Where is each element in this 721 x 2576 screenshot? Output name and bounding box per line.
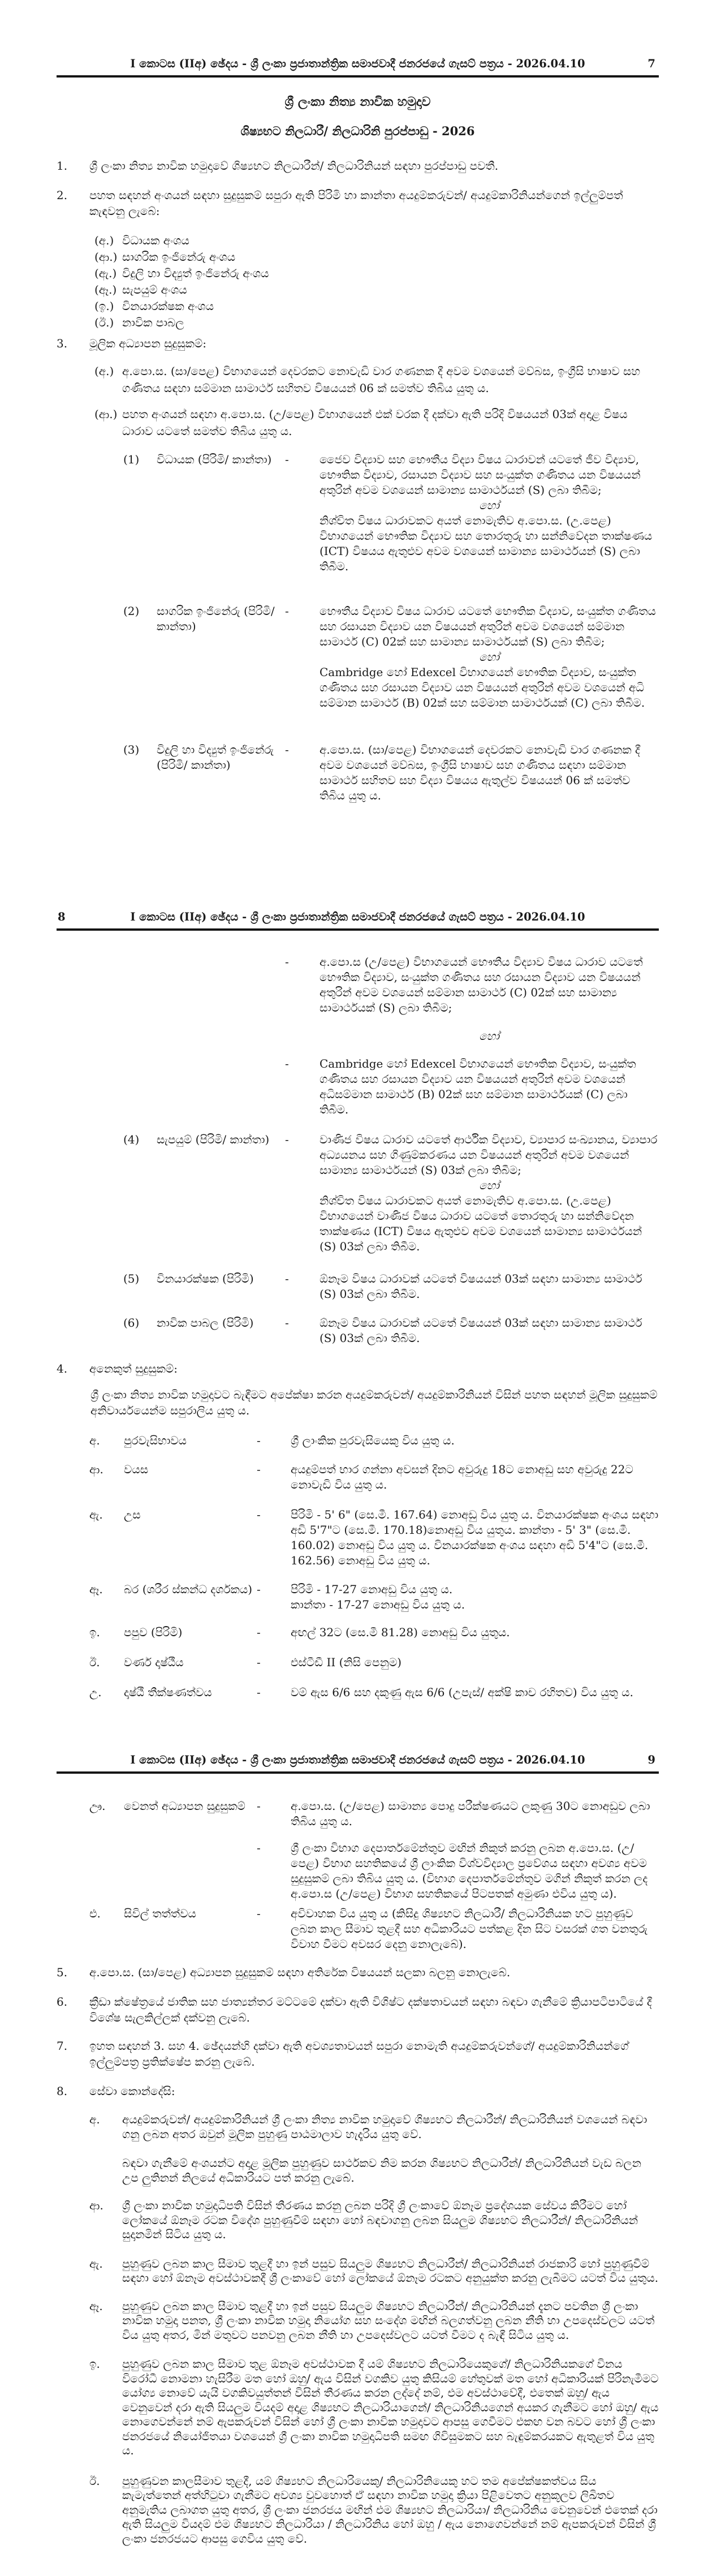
dash-separator: - bbox=[257, 1799, 261, 1813]
requirement-row-chest bbox=[89, 1625, 659, 1640]
qualification-description bbox=[320, 954, 659, 1016]
or-separator: හෝ bbox=[479, 650, 499, 664]
row-number: (1) bbox=[123, 453, 140, 466]
condition-letter: ඊ. bbox=[89, 2474, 100, 2488]
qualification-description bbox=[320, 1271, 659, 1302]
item-number: 4. bbox=[57, 1362, 68, 1375]
qualification-text: Cambridge හෝ Edexcel විභාගයෙන් භෞතික විද්‍යාව, සංයුක්ත ගණිතය සහ රසායන විද්‍යාව යන විෂයයන් අතුරින් අවම වශයෙන් අධි සම්මාන සාමාර්ථ (B) 02ක් සහ සම්මාන සාමාර්ථයක් (C) ලබා තිබීම. bbox=[320, 665, 645, 709]
requirement-row-other-education bbox=[89, 1799, 659, 1829]
branch-label: (ඈ.) bbox=[94, 283, 117, 296]
requirement-value bbox=[291, 1799, 659, 1829]
condition-text bbox=[122, 2199, 659, 2242]
row-number: (2) bbox=[123, 604, 140, 618]
condition-letter: ඉ. bbox=[89, 2357, 100, 2371]
document-subtitle: ශිෂ්‍යභට නිලධාරී/ නිලධාරිනි පුරප්පාඩු - 2026 bbox=[240, 124, 475, 138]
requirement-letter: ඊ. bbox=[89, 1655, 100, 1669]
paragraph-6 bbox=[57, 1994, 659, 2025]
requirement-value bbox=[291, 1840, 659, 1902]
row-number: (4) bbox=[123, 1133, 140, 1146]
branch-name: විනයාරක්ෂක අංශය bbox=[122, 299, 214, 313]
requirement-text: පිරිමි - 5' 6" (සෙ.මී. 167.64) නොඅඩු විය යුතු ය. විනයාරක්ෂක අංශය සඳහා අඩි 5'7"ට (සෙ.මී. 170.18)නොඅඩු විය යුතුය. කාන්තා - 5' 3" (සෙ.මී. 160.02) නොඅඩු විය යුතු ය. විනයාරක්ෂක අංශය සඳහා අඩි 5'4"ට (සෙ.මී. 162.56) නොඅඩු විය යුතු ය. bbox=[291, 1508, 659, 1567]
requirement-row-colour-vision bbox=[89, 1655, 659, 1670]
requirement-value bbox=[291, 1582, 659, 1612]
requirement-text: අඟල් 32ට (සෙ.මී 81.28) නොඅඩු විය යුතුය. bbox=[291, 1625, 510, 1639]
qualification-row-3-continued bbox=[123, 954, 659, 1016]
requirement-text: අයදුම්පත් භාර ගන්නා අවසන් දිනට අවුරුදු 18ට නොඅඩු සහ අවුරුදු 22ට නොවැඩි විය යුතු ය. bbox=[291, 1463, 633, 1491]
requirement-label: උස bbox=[124, 1508, 141, 1521]
requirement-row-weight bbox=[89, 1582, 659, 1612]
sub-item-text: පහත අංශයන් සඳහා අ.පො.ස. (උ/පෙළ) විභාගයෙන් එක් වරක දී දක්වා ඇති පරිදි විෂයයන් 03ක් අදාළ විෂය ධාරාව යටතේ සමත්ව තිබිය යුතු ය. bbox=[122, 407, 628, 438]
qualification-description bbox=[320, 1056, 659, 1117]
item-number: 3. bbox=[57, 337, 68, 350]
qualification-text: වාණිජ විෂය ධාරාව යටතේ ආර්ථික විද්‍යාව, ව්‍යාපාර සංඛ්‍යානය, ව්‍යාපාර අධ්‍යයනය සහ ගිණුම්කරණය යන විෂයයන් අතුරින් අවම වශයෙන් සාමාන්‍ය සාමාර්ථයන් (S) 03ක් ලබා තිබීම; bbox=[320, 1133, 658, 1177]
dash-separator: - bbox=[285, 1133, 289, 1146]
requirement-letter: ආ. bbox=[89, 1463, 103, 1476]
branch-role: නාවික පාබල (පිරිමි) bbox=[157, 1316, 254, 1330]
condition-paragraph: බඳවා ගැනීමේ අංශයන්ට අදාළ මූලික පුහුණුව සාර්ථකව නිම කරන ශිෂ්‍යභට නිලධාරීන්/ නිලධාරිනියන් වැඩ බලන උප ලුතිනන් නිලයේ අධිකාරියට පත් කරනු ලැබේ. bbox=[122, 2156, 642, 2184]
branch-name: සැපයුම් අංශය bbox=[122, 283, 187, 296]
requirement-value bbox=[291, 1625, 659, 1640]
service-condition-item bbox=[89, 2113, 659, 2185]
qualification-description bbox=[320, 742, 659, 803]
qualification-description bbox=[320, 1132, 659, 1254]
item-number: 7. bbox=[57, 2039, 68, 2053]
requirement-label: වර්ණ දෘෂ්ඨීය bbox=[124, 1655, 184, 1669]
paragraph-5 bbox=[57, 1964, 659, 1980]
condition-letter: අ. bbox=[89, 2113, 100, 2126]
service-condition-item bbox=[89, 2199, 659, 2242]
paragraph-2 bbox=[57, 187, 659, 219]
page-header bbox=[57, 1753, 659, 1774]
gazette-header-text: I කොටස (IIඅ) ඡේදය - ශ්‍රී ලංකා ප්‍රජාතාන්ත්‍රික සමාජවාදී ජනරජයේ ගැසට් පත්‍රය - 2026.04.10 bbox=[130, 1753, 585, 1766]
branch-name: විධායක අංශය bbox=[122, 234, 189, 247]
requirement-row-citizenship bbox=[89, 1433, 659, 1448]
requirement-letter: ඇ. bbox=[89, 1508, 103, 1521]
dash-separator: - bbox=[257, 1463, 261, 1476]
list-item bbox=[94, 265, 659, 282]
page-header bbox=[57, 910, 659, 931]
branch-label: (ඉ.) bbox=[94, 299, 114, 313]
condition-text bbox=[122, 2299, 659, 2343]
item-number: 8. bbox=[57, 2084, 68, 2098]
condition-paragraph: පුහුණුව ලබන කාල සීමාව තුළදී හා ඉන් පසුව සියලුම ශිෂ්‍යභට නිලධාරීන්/ නිලධාරිනියන් දැනට පවතින ශ්‍රී ලංකා නාවික හමුදා පනත, ශ්‍රී ලංකා නාවික හමුදා නියෝග සහ සංදේශ මඟින් බලගත්වනු ලබන නීති හා උපදෙස්වලට යටත් විය යුතු අතර, මින් මතුවට පනවනු ලබන නීති හා උපදෙස්වලට යටත් වීමට ද බැඳී සිටිය යුතු ය. bbox=[122, 2299, 655, 2342]
requirement-letter: එ. bbox=[89, 1907, 101, 1920]
branch-role: සාගරික ඉංජිනේරු (පිරිමි/ කාන්තා) bbox=[157, 604, 275, 633]
item-number: 1. bbox=[57, 159, 68, 173]
sub-item-label: (අ.) bbox=[94, 364, 114, 378]
requirement-letter: ඈ. bbox=[89, 1582, 103, 1596]
condition-text bbox=[122, 2257, 659, 2286]
requirement-label: පපුව (පිරිමි) bbox=[124, 1625, 183, 1639]
qualification-row-3-continued bbox=[123, 1056, 659, 1117]
requirement-letter: අ. bbox=[89, 1434, 100, 1447]
condition-paragraph: අයදුම්කරුවන්/ අයදුම්කාරිනියන් ශ්‍රී ලංකා නිත්‍ය නාවික හමුදාවේ ශිෂ්‍යභට නිලධාරීන්/ නිලධාරිනියන් වශයෙන් බඳවා ගනු ලබන අතර ඔවුන් මූලික පුහුණු පාඨමාලාව හැදෑරිය යුතු වේ. bbox=[122, 2113, 647, 2141]
requirement-label: වයස bbox=[124, 1463, 149, 1476]
branch-role: විධායක (පිරිමි/ කාන්තා) bbox=[157, 453, 272, 466]
requirement-text: කාන්තා - 17-27 නොඅඩු විය යුතු ය. bbox=[291, 1598, 465, 1611]
qualification-text: භෞතීය විද්‍යාව විෂය ධාරාව යටතේ භෞතික විද්‍යාව, සංයුක්ත ගණිතය සහ රසායන විද්‍යාව යන විෂයයන් අතුරින් අවම වශයෙන් සම්මාන සාමාර්ථ (C) 02ක් සහ සාමාන්‍ය සාමාර්ථයක් (S) ලබා තිබීම; bbox=[320, 604, 656, 648]
requirement-text: එස්ටීඩී II (නිසි පෙනුම) bbox=[291, 1655, 401, 1669]
requirement-label: සිවිල් තත්ත්වය bbox=[124, 1907, 196, 1920]
paragraph-3a bbox=[94, 363, 659, 397]
qualification-text: නිශ්චිත විෂය ධාරාවකට අයත් නොමැතිව අ.පො.ස. (උ.පෙළ) විභාගයෙන් වාණිජ විෂය ධාරාව යටතේ තොරතුරු හා සන්නිවේදන තාක්ෂණය (ICT) විෂය ඇතුළුව අවම වශයෙන් සාමාන්‍ය සාමාර්ථයන් (S) 03ක් ලබා තිබීම. bbox=[320, 1194, 642, 1253]
paragraph-4-heading bbox=[57, 1361, 659, 1377]
dash-separator: - bbox=[285, 453, 289, 466]
page-8 bbox=[0, 901, 721, 1746]
page-number: 9 bbox=[647, 1753, 655, 1766]
requirement-text: පිරිමි - 17-27 නොඅඩු විය යුතු ය. bbox=[291, 1582, 453, 1596]
service-condition-item bbox=[89, 2357, 659, 2458]
condition-paragraph: පුහුණුවන කාලසීමාව තුළදී, යම් ශිෂ්‍යභට නිලධාරියෙකු/ නිලධාරිනියෙකු හට තම අපේක්ෂකත්වය සිය කැමැත්තෙන් අත්හිටුවා ගැනීමට අවශ්‍ය වුවහොත් ඒ සඳහා නාවික හමුදා ක්‍රියා පිළිවෙතට අනුකූලව ලිඛිතව අනුමැතිය ලබාගත යුතු අතර, ශ්‍රී ලංකා ජනරජය මඟින් එම ශිෂ්‍යභට නිලධාරියා/ නිලධාරිනිය වෙනුවෙන් එතෙක් දරා ඇති සියලුම වියදම් එම ශිෂ්‍යභට නිලධාරියා / නිලධාරිනිය හෝ ඔහු / ඇය නොගෙවන්නේ නම් ඇපකරුවන් විසින් ශ්‍රී ලංකා ජනරජයට ආපසු ගෙවිය යුතු වේ. bbox=[122, 2474, 658, 2545]
qualification-text: ඕනෑම විෂය ධාරාවක් යටතේ විෂයයන් 03ක් සඳහා සාමාන්‍ය සාමාර්ථ (S) 03ක් ලබා තිබීම. bbox=[320, 1316, 642, 1345]
condition-letter: ඇ. bbox=[89, 2256, 103, 2270]
requirement-row-civil-status bbox=[89, 1906, 659, 1952]
qualification-text: අ.පො.ස (උ/පෙළ) විභාගයෙන් භෞතීය විද්‍යාව විෂය ධාරාව යටතේ භෞතික විද්‍යාව, සංයුක්ත ගණිතය සහ රසායන විද්‍යාව යන විෂයයන් අතුරින් අවම වශයෙන් සම්මාන සාමාර්ථ (C) 02ක් සහ සාමාන්‍ය සාමාර්ථයක් (S) ලබා තිබීම; bbox=[320, 955, 643, 1014]
branch-role: විනයාරක්ෂක (පිරිමි) bbox=[157, 1272, 254, 1285]
branch-label: (අ.) bbox=[94, 234, 114, 247]
dash-separator: - bbox=[257, 1508, 261, 1521]
qualification-text: Cambridge හෝ Edexcel විභාගයෙන් භෞතික විද්‍යාව, සංයුක්ත ගණිතය සහ රසායන විද්‍යාව යන විෂයයන් අතුරින් අවම වශයෙන් අධිසම්මාන සාමාර්ථ (B) 02ක් සහ සම්මාන සාමාර්ථයක් (C) ලබා තිබීම. bbox=[320, 1057, 636, 1116]
dash-separator: - bbox=[285, 1057, 289, 1070]
condition-letter: ඈ. bbox=[89, 2299, 103, 2313]
qualification-row-5 bbox=[123, 1271, 659, 1302]
branch-name: විදුලි හා විද්‍යුත් ඉංජිනේරු අංශය bbox=[122, 266, 269, 280]
branch-role: සැපයුම් (පිරිමි/ කාන්තා) bbox=[157, 1133, 270, 1146]
row-number: (5) bbox=[123, 1272, 140, 1285]
other-qualifications-intro: ශ්‍රී ලංකා නිත්‍ය නාවික හමුදාවට බැඳීමට අපේක්ෂා කරන අයදුම්කරුවන්/ අයදුම්කාරිනියන් විසින් පහත සඳහන් මූලික සුදුසුකම් අනිවාර්යයෙන්ම සපුරාලිය යුතු ය. bbox=[90, 1388, 658, 1417]
page-header bbox=[57, 57, 659, 78]
qualification-description bbox=[320, 452, 659, 574]
item-text: ඉහත සඳහන් 3. සහ 4. ඡේදයන්හි දක්වා ඇති අවශ්‍යතාවයන් සපුරා නොමැති අයදුම්කරුවන්ගේ/ අයදුම්කාරිනියන්ගේ ඉල්ලුම්පත්‍ර ප්‍රතික්ෂේප කරනු ලැබේ. bbox=[89, 2039, 629, 2068]
qualification-description bbox=[320, 604, 659, 711]
qualification-text: ජෛව විද්‍යාව සහ භෞතීය විද්‍යා විෂය ධාරාවන් යටතේ ජීව විද්‍යාව, භෞතික විද්‍යාව, රසායන විද්‍යාව සහ සංයුක්ත ගණිතය යන විෂයයන් අතුරින් අවම වශයෙන් සාමාන්‍ය සාමාර්ථයන් (S) ලබා තිබීම; bbox=[320, 453, 641, 497]
requirement-row-height bbox=[89, 1507, 659, 1568]
dash-separator: - bbox=[257, 1582, 261, 1596]
document-title: ශ්‍රී ලංකා නිත්‍ය නාවික හමුදාව bbox=[284, 94, 431, 109]
requirement-label: බර (ශරීර ස්කන්ධ දර්ශකය) bbox=[124, 1582, 253, 1596]
section-heading: මූලික අධ්‍යාපන සුදුසුකම්: bbox=[89, 337, 207, 350]
dash-separator: - bbox=[285, 743, 289, 756]
qualification-row-6 bbox=[123, 1315, 659, 1346]
requirement-value bbox=[291, 1685, 659, 1700]
paragraph-8-heading bbox=[57, 2083, 659, 2099]
condition-text bbox=[122, 2113, 659, 2185]
requirement-text: ශ්‍රී ලාංකික පුරවැසියෙකු විය යුතු ය. bbox=[291, 1434, 455, 1447]
or-separator: හෝ bbox=[479, 1029, 499, 1043]
condition-paragraph: ශ්‍රී ලංකා නාවික හමුදාධිපති විසින් තීරණය කරනු ලබන පරිදි ශ්‍රී ලංකාවේ ඕනෑම ප්‍රදේශයක සේවය කිරීමට හෝ ලෝකයේ ඕනෑම රටක විදේශ පුහුණුවීම් සඳහා හෝ බඳවාගනු ලබන සියලුම ශිෂ්‍යභට නිලධාරීන්/ නිලධාරිනියන් සුදානමින් සිටිය යුතු ය. bbox=[122, 2199, 638, 2241]
paragraph-3-heading bbox=[57, 336, 659, 351]
or-separator: හෝ bbox=[479, 1179, 499, 1192]
row-number: (3) bbox=[123, 743, 140, 756]
dash-separator: - bbox=[285, 1272, 289, 1285]
list-item bbox=[94, 233, 659, 249]
list-item bbox=[94, 282, 659, 298]
condition-paragraph: පුහුණුව ලබන කාල සීමාව තුළ ඕනෑම අවස්ථාවක දී යම් ශිෂ්‍යභට නිලධාරියෙකුගේ/ නිලධාරිනියකගේ විනය විරෝධී නොමනා හැසිරීම මත හෝ ඔහු/ ඇය විසින් වගකිව යුතු කිසියම් හේතුවක් මත හෝ අධිකාරියක් පිරිනැමීමට යෝග්‍ය නොවේ යැයි වගකිවයුත්තන් විසින් තීරණය කරන ලද්දේ නම්, එම අවස්ථාවේදී, එතෙක් ඔහු/ ඇය වෙනුවෙන් දරා ඇති සියලුම වියදම් අදාළ ශිෂ්‍යභට නිලධාරියාගෙන්/ නිලධාරිනියගෙන් අයකර ගැනීමට හෝ ඔහු/ ඇය නොගෙවන්නේ නම් ඇපකරුවන් විසින් හෝ ශ්‍රී ලංකා නාවික හමුදාවට ආපසු ගෙවීමට එකඟ වන බවට හෝ ශ්‍රී ලංකා ජනරජයේ නියෝජිතයා වශයෙන් ශ්‍රී ලංකා නාවික හමුදාධිපති සමඟ ගිවිසුමකට සහ බැඳුම්කරයකට ඇතුළත් විය යුතු ය. bbox=[122, 2357, 659, 2457]
list-item bbox=[94, 298, 659, 315]
qualification-text: අ.පො.ස. (සා/පෙළ) විභාගයෙන් දෙවරකට නොවැඩි වාර ගණනක දී අවම වශයෙන් මව්බස, ඉංග්‍රීසි භාෂාව සහ ගණිතය සඳහා සම්මාන සාමාර්ථ සහිතව සහ විද්‍යා විෂයය ඇතුල්ව විෂයයන් 06 ක් සමත්ව තිබිය යුතු ය. bbox=[320, 743, 640, 802]
requirement-text: අවිවාහක විය යුතු ය (කිසිදු ශිෂ්‍යභට නිලධාරී/ නිලධාරිනියක හට පුහුණුව ලබන කාල සීමාව තුළදී සහ අධිකාරියට පත්කළ දින සිට වසරක් ගත වනතුරු විවාහ වීමට අවසර දෙනු නොලැබේ). bbox=[291, 1907, 648, 1951]
paragraph-1 bbox=[57, 158, 659, 174]
item-number: 5. bbox=[57, 1966, 68, 1979]
qualification-row-1 bbox=[123, 452, 659, 574]
dash-separator: - bbox=[285, 955, 289, 969]
page-number: 7 bbox=[647, 57, 655, 70]
requirement-text: අ.පො.ස. (උ/පෙළ) සාමාන්‍ය පොදු පරීක්ෂණයට ලකුණු 30ට නොඅඩුව ලබා තිබිය යුතු ය. bbox=[291, 1799, 650, 1828]
requirement-value bbox=[291, 1655, 659, 1670]
page-9 bbox=[0, 1746, 721, 2576]
branch-label: (ඊ.) bbox=[94, 316, 114, 329]
item-text: පහත සඳහන් අංශයන් සඳහා සුදුසුකම් සපුරා ඇති පිරිමි හා කාන්තා අයදුම්කරුවන්/ අයදුම්කාරිනියන්ගෙන් ඉල්ලුම්පත් කැඳවනු ලැබේ: bbox=[89, 188, 623, 218]
dash-separator: - bbox=[285, 1316, 289, 1330]
requirement-row-visual-acuity bbox=[89, 1685, 659, 1700]
page-number: 8 bbox=[58, 910, 66, 923]
list-item bbox=[94, 249, 659, 265]
requirement-text: ශ්‍රී ලංකා විභාග දෙපාර්තමේන්තුව මඟින් නිකුත් කරනු ලබන අ.පො.ස. (උ/පෙළ) විභාග සහතිකයේ ශ්‍රී ලාංකික විශ්වවිද්‍යාල ප්‍රවේශය සඳහා අවශ්‍ය අවම සුදුසුකම් ලබා තිබිය යුතු ය. (විභාග දෙපාර්තමේන්තුව මගින් නිකුත් කරන ලද අ.පො.ස (උ/පෙළ) විභාග සහතිකයේ පිටපතක් අමුණා එවිය යුතු ය). bbox=[291, 1841, 648, 1900]
item-text: ක්‍රීඩා ක්ෂේත්‍රයේ ජාතික සහ ජාත්‍යන්තර මට්ටමේ දක්වා ඇති විශිෂ්ට දක්ෂතාවයන් සඳහා බඳවා ගැනීමේ ක්‍රියාපටිපාටියේ දී විශේෂ සැලකිල්ලක් දක්වනු ලැබේ. bbox=[89, 1995, 652, 2024]
dash-separator: - bbox=[257, 1655, 261, 1669]
dash-separator: - bbox=[257, 1625, 261, 1639]
requirement-value bbox=[291, 1906, 659, 1952]
requirement-value bbox=[291, 1507, 659, 1568]
requirement-letter: උ. bbox=[89, 1685, 102, 1699]
qualification-row-4 bbox=[123, 1132, 659, 1254]
condition-text bbox=[122, 2474, 659, 2547]
paragraph-7 bbox=[57, 2038, 659, 2070]
qualification-row-2 bbox=[123, 604, 659, 711]
qualification-text: ඕනෑම විෂය ධාරාවක් යටතේ විෂයයන් 03ක් සඳහා සාමාන්‍ය සාමාර්ථ (S) 03ක් ලබා තිබීම. bbox=[320, 1272, 642, 1301]
gazette-header-text: I කොටස (IIඅ) ඡේදය - ශ්‍රී ලංකා ප්‍රජාතාන්ත්‍රික සමාජවාදී ජනරජයේ ගැසට් පත්‍රය - 2026.04.10 bbox=[130, 910, 585, 923]
branch-name: නාවික පාබල bbox=[122, 316, 184, 329]
condition-text bbox=[122, 2357, 659, 2458]
requirement-text: වම් ඇස 6/6 සහ දකුණු ඇස 6/6 (උපැස්/ අක්ෂි කාච රහිතව) විය යුතු ය. bbox=[291, 1685, 633, 1699]
requirement-letter: ඉ. bbox=[89, 1625, 100, 1639]
condition-letter: ආ. bbox=[89, 2199, 103, 2212]
dash-separator: - bbox=[257, 1907, 261, 1920]
row-number: (6) bbox=[123, 1316, 140, 1330]
service-condition-item bbox=[89, 2257, 659, 2286]
paragraph-3b bbox=[94, 406, 659, 440]
requirement-label: දෘෂ්ඨී තීක්ෂණත්වය bbox=[124, 1685, 212, 1699]
requirement-letter: ඌ. bbox=[89, 1799, 106, 1813]
dash-separator: - bbox=[257, 1434, 261, 1447]
gazette-header-text: I කොටස (IIඅ) ඡේදය - ශ්‍රී ලංකා ප්‍රජාතාන්ත්‍රික සමාජවාදී ජනරජයේ ගැසට් පත්‍රය - 2026.04.10 bbox=[130, 57, 585, 70]
item-text: අ.පො.ස. (සා/පෙළ) අධ්‍යාපන සුදුසුකම් සඳහා අතිරේක විෂයයන් සලකා බලනු නොලැබේ. bbox=[89, 1966, 511, 1979]
condition-paragraph: පුහුණුව ලබන කාල සීමාව තුළදී හා ඉන් පසුව සියලුම ශිෂ්‍යභට නිලධාරීන්/ නිලධාරිනියන් රාජකාරි හෝ පුහුණුවීම් සඳහා හෝ ඕනෑම අවස්ථාවකදී ශ්‍රී ලංකාවේ හෝ ලෝකයේ ඕනෑම රටකට අනුයුක්ත කරනු ලැබීමට යටත් විය යුතුය. bbox=[122, 2256, 659, 2285]
service-condition-item bbox=[89, 2299, 659, 2343]
dash-separator: - bbox=[257, 1685, 261, 1699]
requirement-label: පුරවැසිභාවය bbox=[124, 1434, 187, 1447]
dash-separator: - bbox=[285, 604, 289, 618]
requirement-value bbox=[291, 1462, 659, 1493]
or-separator: හෝ bbox=[479, 498, 499, 512]
dash-separator: - bbox=[257, 1841, 261, 1855]
branch-list bbox=[94, 233, 659, 331]
item-number: 2. bbox=[57, 188, 68, 202]
requirement-label: වෙනත් අධ්‍යාපන සුදුසුකම් bbox=[124, 1799, 245, 1813]
branch-name: සාගරික ඉංජිනේරු අංශය bbox=[122, 250, 236, 264]
item-text: ශ්‍රී ලංකා නිත්‍ය නාවික හමුදාවේ ශිෂ්‍යභට නිලධාරීන්/ නිලධාරිනියන් සඳහා පුරප්පාඩු පවතී. bbox=[89, 159, 499, 173]
sub-item-text: අ.පො.ස. (සා/පෙළ) විභාගයෙන් දෙවරකට නොවැඩි වාර ගණනක දී අවම වශයෙන් මව්බස, ඉංග්‍රීසි භාෂාව සහ ගණිතය සඳහා සම්මාන සාමාර්ථ සහිතව විෂයයන් 06 ක් සමත්ව තිබිය යුතු ය. bbox=[122, 364, 641, 395]
sub-item-label: (ආ.) bbox=[94, 407, 118, 421]
page-7 bbox=[0, 0, 721, 901]
section-heading: අනෙකුත් සුදුසුකම්: bbox=[89, 1362, 178, 1375]
qualification-text: නිශ්චිත විෂය ධාරාවකට අයත් නොමැතිව අ.පො.ස. (උ.පෙළ) විභාගයෙන් භෞතික විද්‍යාව සහ තොරතුරු හා සන්නිවේදන තාක්ෂණය (ICT) විෂයය ඇතුළුව අවම වශයෙන් සාමාන්‍ය සාමාර්ථයන් (S) ලබා තිබීම. bbox=[320, 514, 653, 573]
list-item bbox=[94, 315, 659, 331]
branch-label: (ආ.) bbox=[94, 250, 118, 264]
branch-label: (ඇ.) bbox=[94, 266, 117, 280]
qualification-row-3 bbox=[123, 742, 659, 803]
section-heading: සේවා කොන්දේසි: bbox=[89, 2084, 175, 2098]
requirement-value bbox=[291, 1433, 659, 1448]
service-condition-item bbox=[89, 2474, 659, 2547]
requirement-row-other-education-extra bbox=[89, 1840, 659, 1902]
requirement-row-age bbox=[89, 1462, 659, 1493]
branch-role: විදුලි හා විද්‍යුත් ඉංජිනේරු (පිරිමි/ කාන්තා) bbox=[157, 743, 274, 772]
item-number: 6. bbox=[57, 1995, 68, 2009]
qualification-description bbox=[320, 1315, 659, 1346]
